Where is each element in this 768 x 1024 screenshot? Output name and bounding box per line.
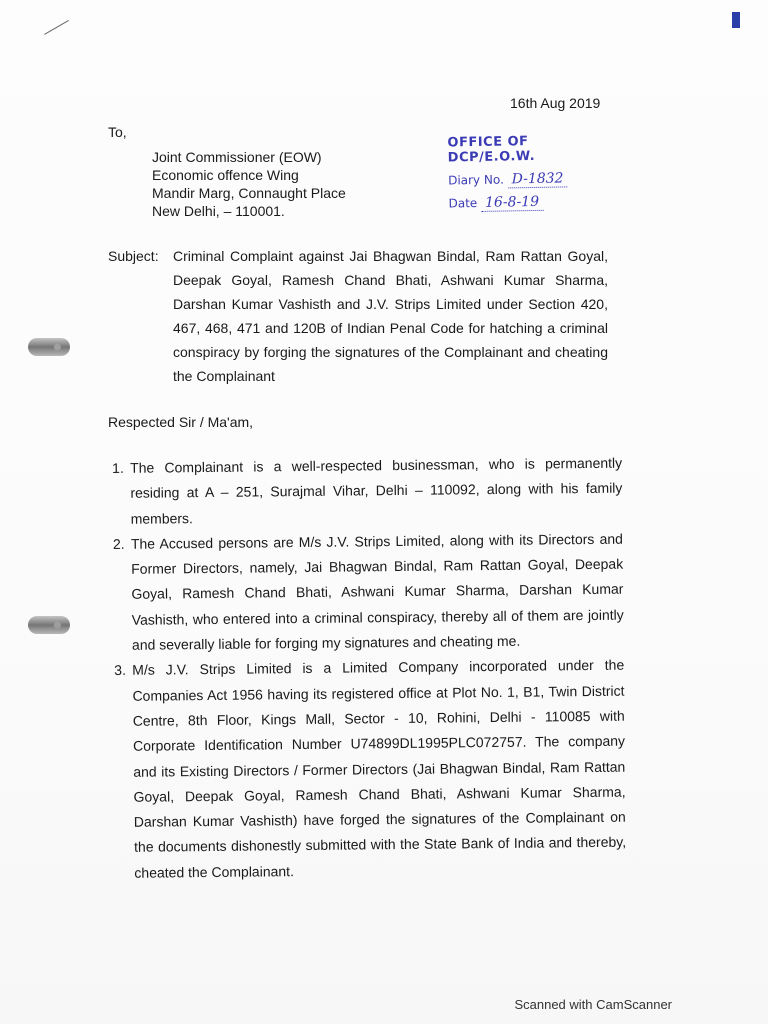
address-line: New Delhi, – 110001.	[152, 203, 285, 219]
letter-date: 16th Aug 2019	[510, 95, 601, 111]
stamp-diary-value: D-1832	[508, 170, 568, 188]
address-line: Mandir Marg, Connaught Place	[152, 185, 346, 201]
list-item-text: The Complainant is a well-respected businessman, who is permanently residing at A – 251, Surajmal Vihar, Delhi – 110092, along with his family members.	[130, 454, 623, 527]
address-line: Joint Commissioner (EOW)	[152, 149, 322, 165]
to-label: To,	[108, 124, 127, 140]
stamp-diary-label: Diary No.	[448, 172, 504, 188]
salutation: Respected Sir / Ma'am,	[108, 414, 254, 430]
address-line: Economic offence Wing	[152, 167, 299, 183]
list-item	[113, 527, 624, 659]
stamp-diary-row	[448, 170, 618, 189]
subject-block	[108, 244, 608, 388]
list-item	[114, 653, 626, 886]
pen-scribble	[44, 20, 76, 47]
stamp-date-value: 16-8-19	[481, 194, 543, 212]
list-item	[112, 451, 623, 532]
list-item-number: 3.	[114, 662, 127, 679]
subject-label: Subject:	[108, 248, 159, 264]
stamp-date-label: Date	[448, 195, 478, 211]
list-item-text: The Accused persons are M/s J.V. Strips Limited, along with its Directors and Former Directors, namely, Jai Bhagwan Bindal, Ram Rattan Goyal, Deepak Goyal, Ramesh Chand Bhati, Ashwani Kumar Sharma, Darshan Kumar Vashisth, who entered into a criminal conspiracy, thereby all of them are jointly and severally liable for forging my signatures and cheating me.	[130, 530, 624, 653]
numbered-list	[112, 451, 626, 886]
corner-mark	[732, 12, 740, 28]
subject-text: Criminal Complaint against Jai Bhagwan Bindal, Ram Rattan Goyal, Deepak Goyal, Ramesh Chand Bhati, Ashwani Kumar Sharma, Darshan Kumar Vashisth and J.V. Strips Limited under Section 420, 467, 468, 471 and 120B of Indian Penal Code for hatching a criminal conspiracy by forging the signatures of the Complainant and cheating the Complainant	[173, 248, 608, 384]
recipient-address	[152, 148, 346, 220]
punch-hole-icon	[28, 616, 70, 634]
punch-hole-icon	[28, 338, 70, 356]
stamp-date-row	[448, 193, 618, 212]
office-stamp	[447, 133, 618, 212]
scanner-watermark: Scanned with CamScanner	[514, 997, 672, 1012]
list-item-number: 1.	[112, 459, 124, 476]
list-item-text: M/s J.V. Strips Limited is a Limited Company incorporated under the Companies Act 1956 having its registered office at Plot No. 1, B1, Twin District Centre, 8th Floor, Kings Mall, Sector - 10, Rohini, Delhi - 110085 with Corporate Identification Number U74899DL1995PLC072757. The company and its Existing Directors / Former Directors (Jai Bhagwan Bindal, Ram Rattan Goyal, Deepak Goyal, Ramesh Chand Bhati, Ashwani Kumar Sharma, Darshan Kumar Vashisth) have forged the signatures of the Complainant on the documents dishonestly submitted with the State Bank of India and thereby, cheated the Complainant.	[132, 657, 627, 881]
list-item-number: 2.	[112, 535, 125, 552]
stamp-title: OFFICE OF DCP/E.O.W.	[447, 134, 536, 166]
